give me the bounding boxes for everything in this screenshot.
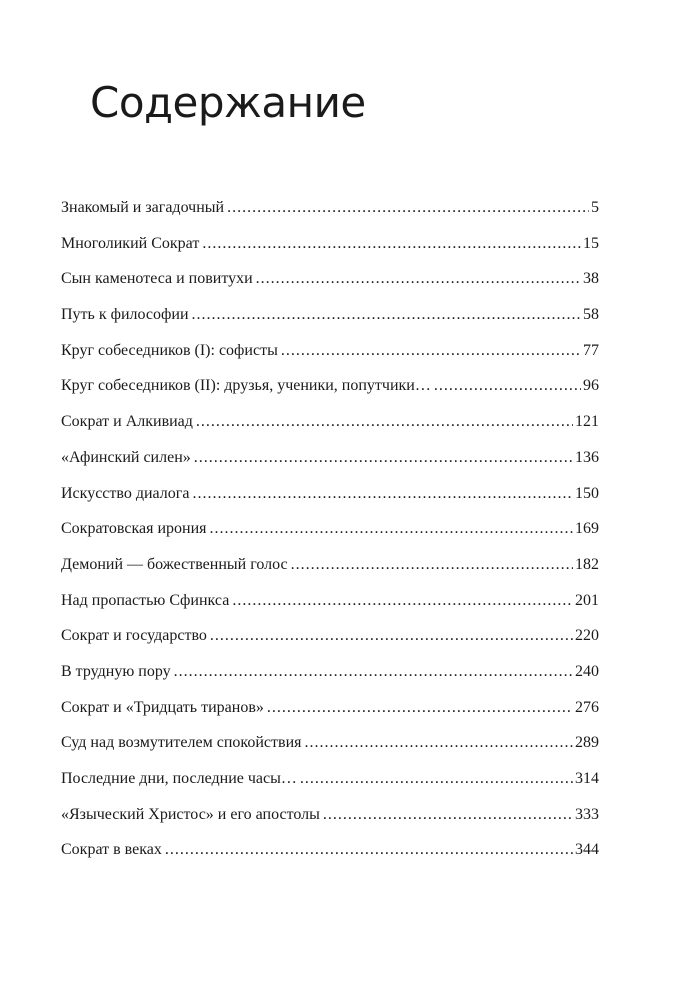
- table-of-contents: [61, 199, 599, 877]
- toc-entry-page: 5: [591, 199, 599, 216]
- toc-entry-page: 182: [575, 555, 599, 573]
- toc-entry[interactable]: [61, 199, 599, 235]
- toc-entry[interactable]: [61, 377, 599, 413]
- toc-entry[interactable]: [61, 734, 599, 770]
- toc-leader-dots: [192, 306, 581, 324]
- page-title: Содержание: [90, 78, 366, 127]
- toc-entry[interactable]: [61, 413, 599, 449]
- toc-entry[interactable]: [61, 485, 599, 521]
- toc-entry-page: 169: [575, 520, 599, 538]
- toc-entry-title: В трудную пору: [61, 662, 171, 680]
- toc-leader-dots: [210, 520, 573, 538]
- toc-entry-page: 15: [583, 234, 599, 252]
- toc-entry-page: 58: [583, 306, 599, 324]
- toc-entry-title: Демоний — божественный голос: [61, 555, 288, 573]
- toc-entry-title: Сократ и «Тридцать тиранов»: [61, 698, 264, 716]
- toc-leader-dots: [194, 449, 573, 467]
- toc-entry[interactable]: [61, 592, 599, 628]
- toc-entry-title: Сократ и Алкивиад: [61, 413, 193, 431]
- toc-leader-dots: [305, 734, 574, 752]
- toc-entry[interactable]: [61, 770, 599, 806]
- toc-leader-dots: [323, 806, 573, 824]
- toc-leader-dots: [210, 627, 573, 645]
- toc-entry-page: 220: [575, 627, 599, 645]
- toc-entry-page: 136: [575, 448, 599, 466]
- toc-leader-dots: [291, 556, 573, 574]
- toc-entry[interactable]: [61, 449, 599, 485]
- toc-entry-title: Круг собеседников (II): друзья, ученики, попутчики…: [61, 377, 431, 395]
- toc-leader-dots: [192, 485, 573, 503]
- toc-entry-page: 150: [575, 484, 599, 502]
- toc-leader-dots: [165, 841, 573, 859]
- toc-entry[interactable]: [61, 270, 599, 306]
- toc-leader-dots: [256, 270, 581, 288]
- toc-leader-dots: [434, 377, 581, 395]
- toc-leader-dots: [300, 770, 573, 788]
- toc-entry-page: 344: [575, 841, 599, 859]
- toc-entry-page: 276: [575, 698, 599, 716]
- toc-leader-dots: [232, 592, 573, 610]
- toc-entry-title: «Языческий Христос» и его апостолы: [61, 805, 320, 823]
- toc-entry[interactable]: [61, 699, 599, 735]
- toc-entry-page: 201: [575, 591, 599, 609]
- toc-entry-title: Искусство диалога: [61, 484, 190, 502]
- toc-entry-page: 333: [575, 805, 599, 823]
- toc-entry[interactable]: [61, 627, 599, 663]
- toc-entry-title: Последние дни, последние часы…: [61, 770, 297, 787]
- toc-entry-page: 314: [575, 770, 599, 787]
- toc-entry[interactable]: [61, 841, 599, 877]
- toc-entry-page: 240: [575, 662, 599, 680]
- toc-entry-title: Знакомый и загадочный: [61, 199, 225, 216]
- toc-entry-page: 38: [583, 270, 599, 288]
- toc-entry[interactable]: [61, 342, 599, 378]
- toc-leader-dots: [202, 235, 581, 253]
- toc-entry-page: 77: [583, 341, 599, 359]
- toc-leader-dots: [174, 663, 573, 681]
- toc-entry-page: 96: [583, 377, 599, 395]
- toc-leader-dots: [267, 699, 573, 717]
- toc-entry-page: 121: [575, 413, 599, 431]
- toc-entry-title: Сын каменотеса и повитухи: [61, 270, 253, 288]
- toc-entry[interactable]: [61, 520, 599, 556]
- toc-entry-title: Над пропастью Сфинкса: [61, 591, 230, 609]
- toc-entry-title: «Афинский силен»: [61, 448, 191, 466]
- toc-entry-title: Сократовская ирония: [61, 520, 207, 538]
- toc-entry[interactable]: [61, 556, 599, 592]
- toc-entry-title: Многоликий Сократ: [61, 234, 200, 252]
- toc-entry-title: Сократ в веках: [61, 841, 162, 859]
- toc-entry-title: Путь к философии: [61, 306, 189, 324]
- toc-entry-title: Суд над возмутителем спокойствия: [61, 734, 302, 752]
- toc-entry-page: 289: [575, 734, 599, 752]
- toc-entry[interactable]: [61, 663, 599, 699]
- toc-entry-title: Круг собеседников (I): софисты: [61, 341, 278, 359]
- toc-leader-dots: [196, 413, 573, 431]
- toc-entry[interactable]: [61, 806, 599, 842]
- toc-leader-dots: [281, 342, 581, 360]
- toc-entry-title: Сократ и государство: [61, 627, 207, 645]
- toc-leader-dots: [227, 199, 589, 217]
- toc-entry[interactable]: [61, 235, 599, 271]
- toc-entry[interactable]: [61, 306, 599, 342]
